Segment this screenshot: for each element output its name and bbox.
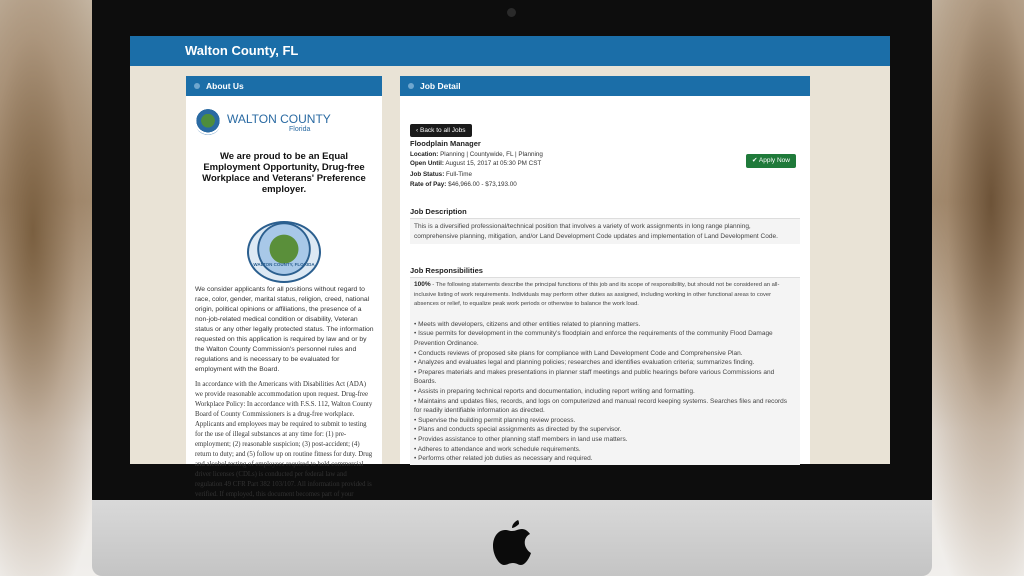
responsibilities-list: [410, 320, 800, 464]
list-item: • Prepares materials and makes presentations in planner staff meetings and public hearings before various Commissions and Boards.: [414, 368, 775, 386]
apple-logo-icon: [492, 518, 532, 566]
list-item: • Meets with developers, citizens and other entities related to planning matters.: [414, 320, 641, 328]
resp-percent: 100%: [414, 281, 431, 288]
logo-main-text: WALTON COUNTY: [227, 112, 331, 126]
list-item: • Issue permits for development in the community's floodplain and enforce the requirements of the community Flood Damage Prevention Ordinance.: [414, 330, 773, 347]
list-item: • Analyzes and evaluates legal and planning policies; researches and identifies evaluation criteria; summarizes finding.: [414, 359, 755, 367]
job-title: Floodplain Manager: [410, 139, 481, 148]
location-label: Location:: [410, 151, 439, 158]
back-to-jobs-button[interactable]: [410, 124, 472, 137]
job-detail-panel: [400, 76, 810, 464]
county-logo-icon: [195, 109, 221, 135]
ada-policy-text: In accordance with the Americans with Disabilities Act (ADA) we provide reasonable accommodation upon request. Drug-free Workplace Policy: In accordance with F.S.S. 112, Walton County Board of County Commissioners is a drug-free workplace. Applicants and employees may be required to submit to testing for the use of illegal substances at any time for: (1) pre-employment; (2) reasonable suspicion; (3) post-accident; (4) return to duty; and (5) follow up on routine fitness for duty. Drug and alcohol testing of employees required to hold commercial driver licenses (CDLs) is conducted per federal law and regulation 49 CFR Part 382 103/107. All information provided is verified. If employed, this document becomes part of your: [195, 381, 373, 498]
back-button-label: Back to all Jobs: [419, 127, 466, 134]
site-header: [130, 36, 890, 66]
open-until-label: Open Until:: [410, 160, 444, 167]
apply-button-label: Apply Now: [758, 157, 790, 164]
logo-sub-text: Florida: [289, 126, 311, 133]
apply-now-button[interactable]: [746, 154, 796, 168]
monitor: [92, 0, 932, 576]
monitor-chin: [92, 500, 932, 576]
open-until-value: August 15, 2017 at 05:30 PM CST: [445, 160, 542, 167]
camera-icon: [507, 8, 516, 17]
pay-value: $46,966.00 - $73,193.00: [448, 181, 517, 188]
list-item: • Provides assistance to other planning staff members in land use matters.: [414, 435, 628, 443]
responsibilities-intro: [410, 278, 800, 312]
pay-label: Rate of Pay:: [410, 181, 447, 188]
location-value: Planning | Countywide, FL | Planning: [440, 151, 543, 158]
job-pay: [410, 181, 517, 188]
site-title[interactable]: Walton County, FL: [185, 43, 299, 58]
list-item: • Performs other related job duties as necessary and required.: [414, 455, 593, 463]
list-item: • Plans and conducts special assignments as directed by the supervisor.: [414, 426, 622, 434]
status-label: Job Status:: [410, 171, 445, 178]
list-item: • Conducts reviews of proposed site plans for compliance with Land Development Code and Comprehensive Plan.: [414, 349, 743, 357]
list-item: • Supervise the building permit planning review process.: [414, 416, 576, 424]
list-item: • Assists in preparing technical reports and documentation, including report writing and formatting.: [414, 387, 695, 395]
job-open-until: [410, 160, 541, 167]
info-icon: [194, 83, 200, 89]
description-text: This is a diversified professional/technical position that involves a variety of work assignments in long range planning, comprehensive planning, mitigation, and/or Land Development Code updates and implementation of Land Development Code.: [414, 223, 778, 240]
info-icon: [408, 83, 414, 89]
job-detail-header-label: Job Detail: [420, 81, 461, 91]
about-header-label: About Us: [206, 81, 244, 91]
monitor-bezel: [92, 0, 932, 505]
description-box: [410, 218, 800, 244]
about-header: [186, 76, 382, 96]
responsibilities-title: Job Responsibilities: [410, 266, 483, 275]
county-logo: [195, 109, 375, 139]
about-panel: [186, 76, 382, 498]
county-seal: [247, 221, 321, 283]
check-icon: ✔: [752, 157, 758, 164]
status-value: Full-Time: [446, 171, 473, 178]
job-status: [410, 171, 472, 178]
responsibilities-box: [410, 277, 800, 465]
resp-intro-text: - The following statements describe the principal functions of this job and its scope of responsibility, but should not be considered an all-inclusive listing of work requirements. Individuals may perform other duties as assigned, including working in other functional areas to cover absences or relief, to equalize peak work periods or otherwise to balance the work load.: [414, 282, 780, 308]
seal-text: WALTON COUNTY, FLORIDA: [253, 262, 315, 267]
screen: [130, 36, 890, 498]
job-location: [410, 151, 543, 158]
description-title: Job Description: [410, 207, 467, 216]
list-item: • Maintains and updates files, records, and logs on computerized and manual record keeping systems. Searches files and records for readily identifiable information as directed.: [414, 397, 787, 415]
job-detail-header: [400, 76, 810, 96]
eeo-statement: We are proud to be an Equal Employment Opportunity, Drug-free Workplace and Veterans' Preference employer.: [202, 151, 366, 195]
nondiscrimination-text: We consider applicants for all positions without regard to race, color, gender, marital status, religion, creed, national origin, political opinions or affiliations, the presence of a non-job-related medical condition or disability, Veteran status or any other legally protected status. The information requested on this application is required by law and or by the Walton County Commission's personnel rules and regulations and is necessary to be evaluated for employment with the Board.: [195, 286, 374, 373]
chevron-left-icon: ‹: [416, 127, 419, 134]
list-item: • Adheres to attendance and work schedule requirements.: [414, 445, 581, 453]
